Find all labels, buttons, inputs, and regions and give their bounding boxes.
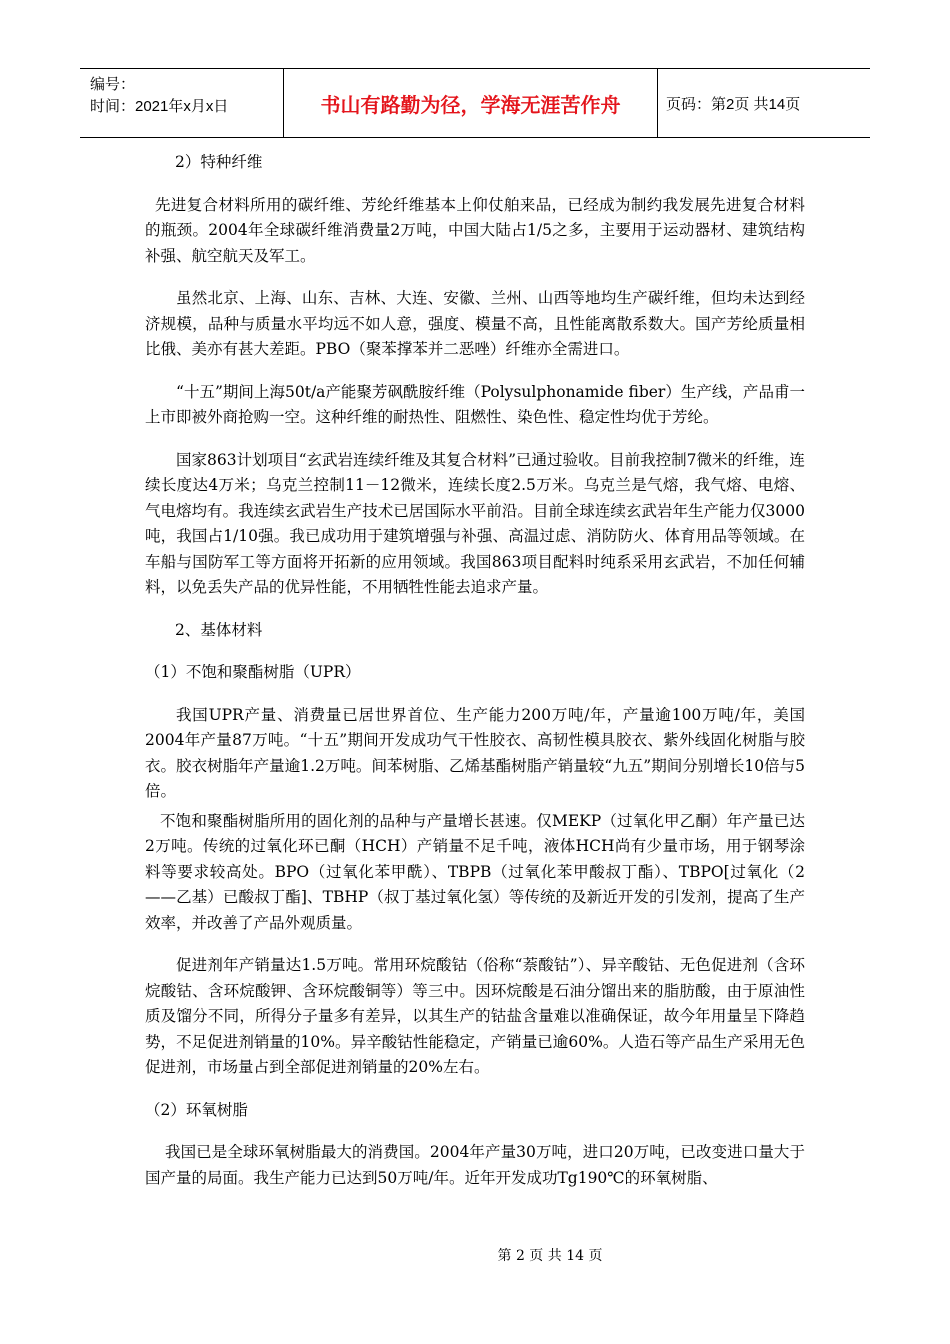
document-body [145, 150, 805, 1191]
document-number: 编号： [90, 76, 136, 93]
document-date: 时间：2021年x月x日 [90, 98, 229, 115]
body-paragraph: 虽然北京、上海、山东、吉林、大连、安徽、兰州、山西等地均生产碳纤维，但均未达到经济规模，品种与质量水平均远不如人意，强度、模量不高，且性能离散系数大。国产芳纶质量相比俄、美亦有甚大差距。PBO（聚苯撑苯并二恶唑）纤维亦全需进口。 [145, 289, 805, 358]
body-paragraph: 国家863计划项目“玄武岩连续纤维及其复合材料”已通过验收。目前我控制7微米的纤维，连续长度达4万米；乌克兰控制11－12微米，连续长度2.5万米。乌克兰是气熔，我气熔、电熔、气电熔均有。我连续玄武岩生产技术已居国际水平前沿。目前全球连续玄武岩年生产能力仅3000吨，我国占1/10强。我已成功用于建筑增强与补强、高温过虑、消防防火、体育用品等领域。在车船与国防军工等方面将开拓新的应用领域。我国863项目配料时纯系采用玄武岩，不加任何辅料，以免丢失产品的优异性能，不用牺牲性能去追求产量。 [145, 450, 805, 596]
body-paragraph: 先进复合材料所用的碳纤维、芳纶纤维基本上仰仗舶来品，已经成为制约我发展先进复合材料的瓶颈。2004年全球碳纤维消费量2万吨，中国大陆占1/5之多，主要用于运动器材、建筑结构补强、航空航天及军工。 [145, 195, 805, 265]
subsection-heading: （2）环氧树脂 [145, 1100, 248, 1119]
body-paragraph: 我国UPR产量、消费量已居世界首位、生产能力200万吨/年，产量逾100万吨/年，美国2004年产量87万吨。“十五”期间开发成功气干性胶衣、高韧性模具胶衣、紫外线固化树脂与胶衣。胶衣树脂年产量逾1.2万吨。间苯树脂、乙烯基酯树脂产销量较“九五”期间分别增长10倍与5倍。 [145, 705, 805, 800]
page-footer [0, 1245, 950, 1265]
section-heading: 2、基体材料 [175, 620, 263, 639]
subsection-heading: （1）不饱和聚酯树脂（UPR） [145, 663, 361, 681]
footer-page-number: 第 2 页 共 14 页 [497, 1248, 603, 1264]
body-paragraph: 我国已是全球环氧树脂最大的消费国。2004年产量30万吨，进口20万吨，已改变进口量大于国产量的局面。我生产能力已达到50万吨/年。近年开发成功Tg190℃的环氧树脂、 [145, 1143, 805, 1187]
page-header [80, 68, 870, 138]
header-page-info: 页码：第2页 共14页 [666, 95, 801, 113]
body-paragraph: 促进剂年产销量达1.5万吨。常用环烷酸钴（俗称“萘酸钴”）、异辛酸钴、无色促进剂（含环烷酸钴、含环烷酸钾、含环烷酸铜等）等三中。因环烷酸是石油分馏出来的脂肪酸，由于原油性质及馏分不同，所得分子量多有差异，以其生产的钴盐含量难以准确保证，故今年用量呈下降趋势，不足促进剂销量的10%。异辛酸钴性能稳定，产销量已逾60%。人造石等产品生产采用无色促进剂，市场量占到全部促进剂销量的20%左右。 [145, 956, 805, 1076]
body-paragraph: “十五”期间上海50t/a产能聚芳砜酰胺纤维（Polysulphonamide fiber）生产线，产品甫一上市即被外商抢购一空。这种纤维的耐热性、阻燃性、染色性、稳定性均优于芳纶。 [145, 382, 805, 426]
section-heading: 2）特种纤维 [175, 153, 263, 171]
body-paragraph: 不饱和聚酯树脂所用的固化剂的品种与产量增长甚速。仅MEKP（过氧化甲乙酮）年产量已达2万吨。传统的过氧化环已酮（HCH）产销量不足千吨，液体HCH尚有少量市场，用于钢琴涂料等要求较高处。BPO（过氧化苯甲酰）、TBPB（过氧化苯甲酸叔丁酯）、TBPO[过氧化（2——乙基）已酸叔丁酯]、TBHP（叔丁基过氧化氢）等传统的及新近开发的引发剂，提高了生产效率，并改善了产品外观质量。 [145, 811, 805, 932]
header-meta [80, 69, 284, 137]
header-motto: 书山有路勤为径，学海无涯苦作舟 [284, 69, 658, 137]
